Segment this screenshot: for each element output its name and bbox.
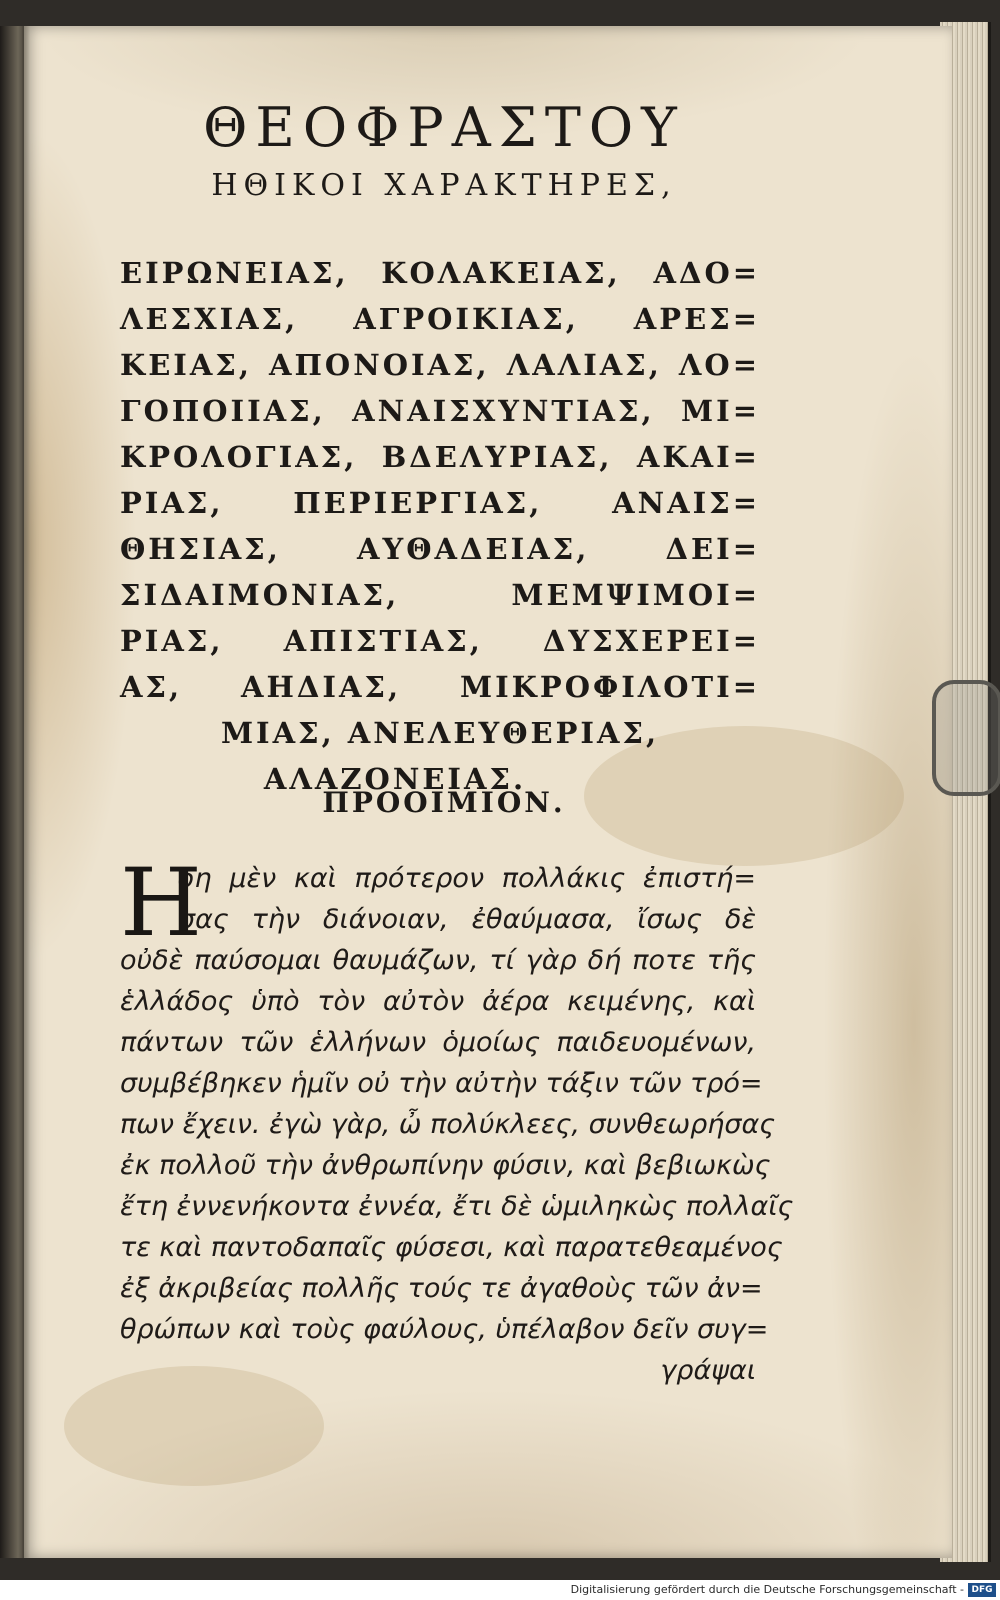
vices-line: ΡΙΑΣ, ΠΕΡΙΕΡΓΙΑΣ, ΑΝΑΙΣ= (120, 486, 760, 520)
vices-line: ΚΡΟΛΟΓΙΑΣ, ΒΔΕΛΥΡΙΑΣ, ΑΚΑΙ= (120, 440, 760, 474)
vices-line: ΚΕΙΑΣ, ΑΠΟΝΟΙΑΣ, ΛΑΛΙΑΣ, ΛΟ= (120, 348, 760, 382)
text-line: πάντων τῶν ἑλλήνων ὁμοίως παιδευομένων, (120, 1027, 756, 1058)
vices-line: ΓΟΠΟΙΙΑΣ, ΑΝΑΙΣΧΥΝΤΙΑΣ, ΜΙ= (120, 394, 760, 428)
text-line: ἐκ πολλοῦ τὴν ἀνθρωπίνην φύσιν, καὶ βεβιωκὼς (120, 1150, 771, 1181)
vices-line: ΘΗΣΙΑΣ, ΑΥΘΑΔΕΙΑΣ, ΔΕΙ= (120, 532, 760, 566)
preface-text (120, 849, 794, 1391)
text-line: δη μὲν καὶ πρότερον πολλάκις ἐπιστή= (178, 863, 756, 894)
catchword: γράψαι (660, 1355, 756, 1386)
section-heading: ΠΡΟΟΙΜΙΟΝ. (322, 786, 566, 819)
vices-line: ΜΙΑΣ, ΑΝΕΛΕΥΘΕΡΙΑΣ, (220, 716, 660, 750)
text-line: ἔτη ἐννενήκοντα ἐννέα, ἔτι δὲ ὡμιληκὼς πολλαῖς (120, 1191, 794, 1222)
page-clip (932, 680, 1000, 796)
text-line: θρώπων καὶ τοὺς φαύλους, ὑπέλαβον δεῖν συγ= (120, 1314, 769, 1345)
text-line: ἐξ ἀκριβείας πολλῆς τούς τε ἀγαθοὺς τῶν ἀν= (120, 1273, 763, 1304)
text-line: οὐδὲ παύσομαι θαυμάζων, τί γὰρ δή ποτε τῆς (120, 945, 756, 976)
vices-line: ΑΛΑΖΟΝΕΙΑΣ. (263, 762, 527, 796)
drop-cap-initial: Η (120, 849, 202, 958)
text-line: πων ἔχειν. ἐγὼ γὰρ, ὦ πολύκλεες, συνθεωρήσας (120, 1109, 776, 1140)
book-gutter-shadow (0, 26, 30, 1558)
text-line: σας τὴν διάνοιαν, ἐθαύμασα, ἴσως δὲ (178, 904, 756, 935)
vices-line: ΡΙΑΣ, ΑΠΙΣΤΙΑΣ, ΔΥΣΧΕΡΕΙ= (120, 624, 760, 658)
text-line: ἑλλάδος ὑπὸ τὸν αὐτὸν ἀέρα κειμένης, καὶ (120, 986, 756, 1017)
vices-line: ΣΙΔΑΙΜΟΝΙΑΣ, ΜΕΜΨΙΜΟΙ= (120, 578, 760, 612)
text-line: συμβέβηκεν ἡμῖν οὐ τὴν αὐτὴν τάξιν τῶν τρό= (120, 1068, 763, 1099)
vices-line: ΛΕΣΧΙΑΣ, ΑΓΡΟΙΚΙΑΣ, ΑΡΕΣ= (120, 302, 760, 336)
book-page (22, 26, 952, 1558)
dfg-logo: DFG (968, 1583, 996, 1597)
vices-list (120, 250, 760, 802)
vices-line: ΕΙΡΩΝΕΙΑΣ, ΚΟΛΑΚΕΙΑΣ, ΑΔΟ= (120, 256, 760, 290)
book-subtitle: ΗΘΙΚΟΙ ΧΑΡΑΚΤΗΡΕΣ, (211, 168, 677, 203)
footer-credit: Digitalisierung gefördert durch die Deutsche Forschungsgemeinschaft - (570, 1583, 964, 1596)
book-author-title: ΘΕΟΦΡΑΣΤΟΥ (203, 96, 685, 159)
text-line: τε καὶ παντοδαπαῖς φύσεσι, καὶ παρατεθεαμένος (120, 1232, 783, 1263)
vices-line: ΑΣ, ΑΗΔΙΑΣ, ΜΙΚΡΟΦΙΛΟΤΙ= (120, 670, 760, 704)
digitization-footer (0, 1580, 1000, 1600)
